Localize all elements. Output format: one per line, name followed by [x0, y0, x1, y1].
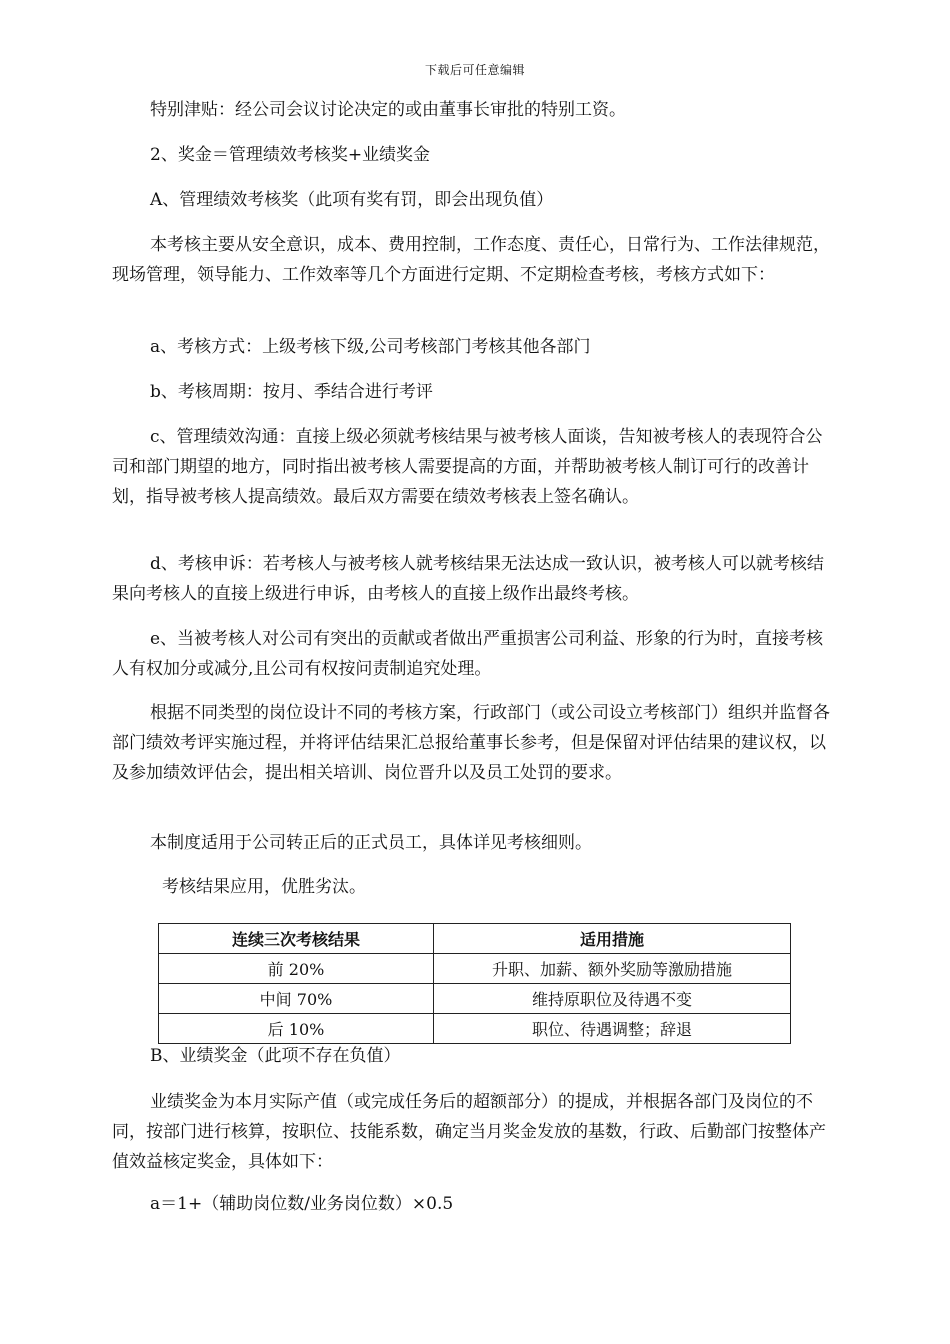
table-cell: 升职、加薪、额外奖励等激励措施 — [434, 954, 791, 984]
table-header-cell: 连续三次考核结果 — [159, 924, 434, 954]
table-row — [159, 984, 791, 1014]
table-row — [159, 1014, 791, 1044]
paragraph-bonus-adjustment: e、当被考核人对公司有突出的贡献或者做出严重损害公司利益、形象的行为时，直接考核人有权加分或减分,且公司有权按问责制追究处理。 — [112, 629, 824, 679]
table-header-row — [159, 924, 791, 954]
paragraph-special-allowance: 特别津贴：经公司会议讨论决定的或由董事长审批的特别工资。 — [150, 100, 626, 120]
paragraph-assessment-method: a、考核方式：上级考核下级,公司考核部门考核其他各部门 — [150, 337, 591, 357]
table-cell: 中间 70% — [159, 984, 434, 1014]
assessment-results-table — [158, 923, 791, 1044]
paragraph-performance-communication: c、管理绩效沟通：直接上级必须就考核结果与被考核人面谈，告知被考核人的表现符合公司和部门期望的地方，同时指出被考核人需要提高的方面，并帮助被考核人制订可行的改善计划，指导被考核人提高绩效。最后双方需要在绩效考核表上签名确认。 — [112, 427, 823, 507]
table-cell: 前 20% — [159, 954, 434, 984]
paragraph-coefficient-formula: a＝1+（辅助岗位数/业务岗位数）×0.5 — [150, 1194, 454, 1214]
paragraph-applicability: 本制度适用于公司转正后的正式员工，具体详见考核细则。 — [150, 833, 592, 853]
table-cell: 后 10% — [159, 1014, 434, 1044]
paragraph-bonus-formula: 2、奖金＝管理绩效考核奖+业绩奖金 — [150, 145, 431, 165]
paragraph-appeal: d、考核申诉：若考核人与被考核人就考核结果无法达成一致认识，被考核人可以就考核结果向考核人的直接上级进行申诉，由考核人的直接上级作出最终考核。 — [112, 554, 824, 604]
paragraph-assessment-plan: 根据不同类型的岗位设计不同的考核方案，行政部门（或公司设立考核部门）组织并监督各部门绩效考评实施过程，并将评估结果汇总报给董事长参考，但是保留对评估结果的建议权，以及参加绩效评估会，提出相关培训、岗位晋升以及员工处罚的要求。 — [112, 703, 830, 783]
page-header: 下载后可任意编辑 — [424, 63, 525, 77]
paragraph-performance-bonus: B、业绩奖金（此项不存在负值） — [150, 1046, 401, 1066]
table-cell: 维持原职位及待遇不变 — [434, 984, 791, 1014]
paragraph-results-application: 考核结果应用，优胜劣汰。 — [162, 877, 366, 897]
table-row — [159, 954, 791, 984]
paragraph-bonus-calculation: 业绩奖金为本月实际产值（或完成任务后的超额部分）的提成，并根据各部门及岗位的不同，按部门进行核算，按职位、技能系数，确定当月奖金发放的基数，行政、后勤部门按整体产值效益核定奖金，具体如下： — [112, 1092, 826, 1172]
paragraph-assessment-scope: 本考核主要从安全意识，成本、费用控制，工作态度、责任心，日常行为、工作法律规范，现场管理，领导能力、工作效率等几个方面进行定期、不定期检查考核，考核方式如下： — [112, 235, 830, 285]
table-cell: 职位、待遇调整；辞退 — [434, 1014, 791, 1044]
table-header-cell: 适用措施 — [434, 924, 791, 954]
paragraph-assessment-cycle: b、考核周期：按月、季结合进行考评 — [150, 382, 433, 402]
paragraph-management-bonus: A、管理绩效考核奖（此项有奖有罚，即会出现负值） — [150, 190, 554, 210]
